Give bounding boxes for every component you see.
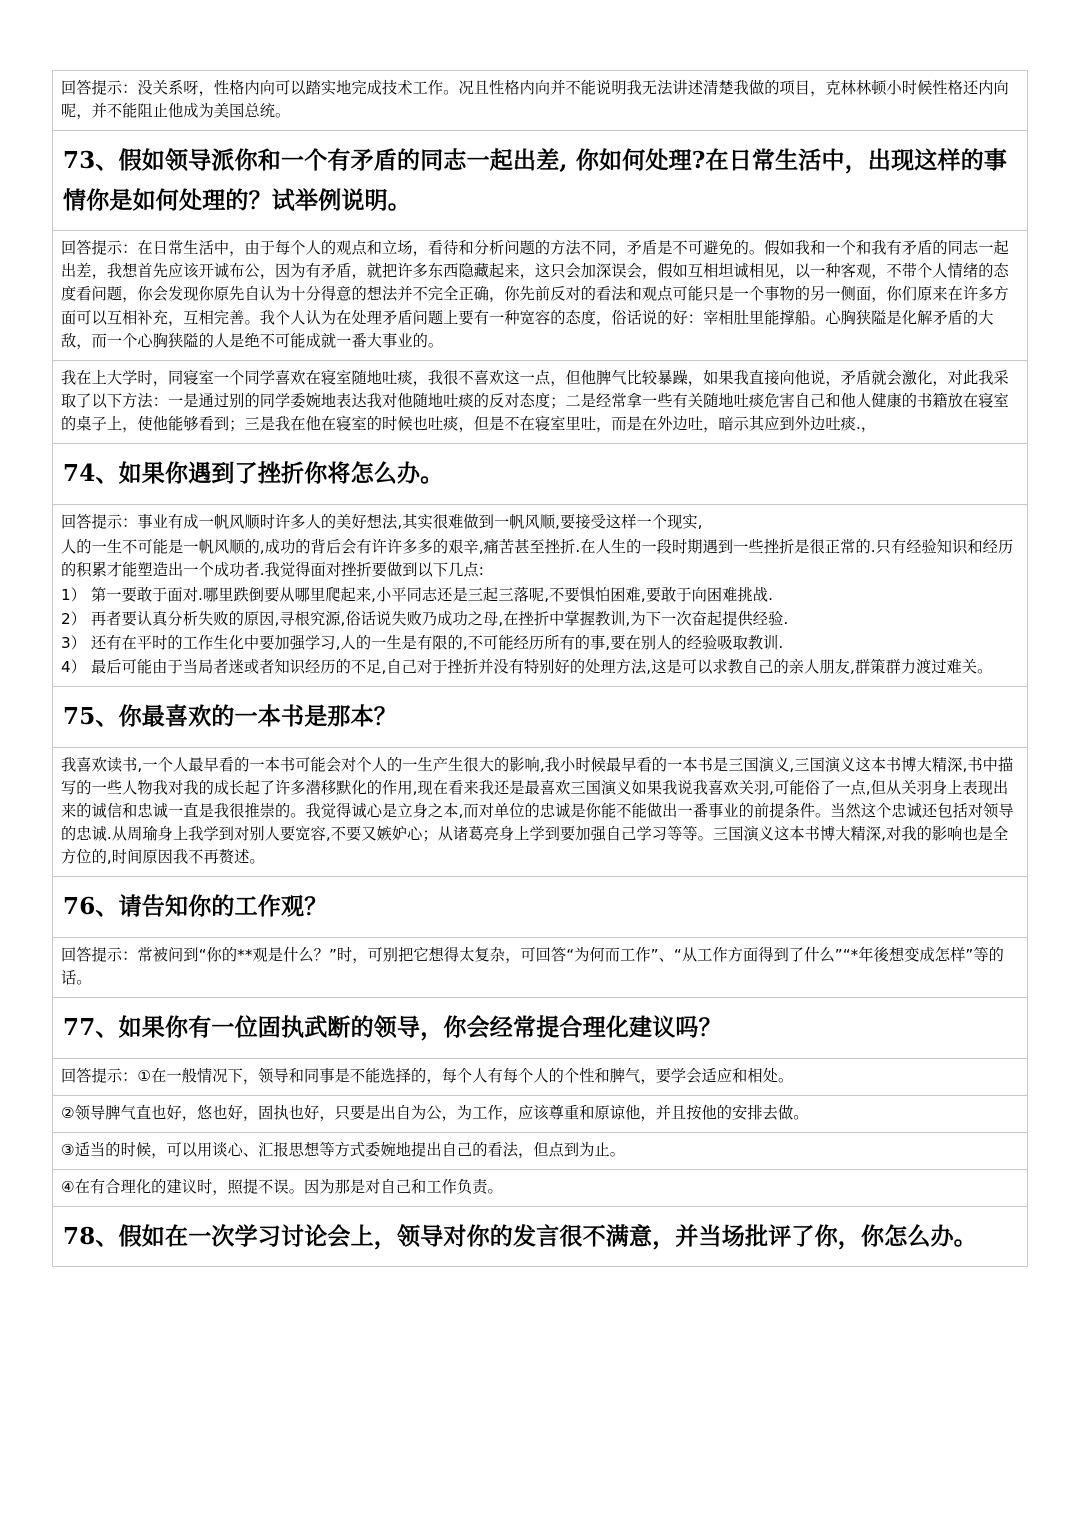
list-item-number: 2）: [61, 609, 87, 628]
paragraph: 回答提示：没关系呀，性格内向可以踏实地完成技术工作。况且性格内向并不能说明我无法讲述清楚我做的项目，克林林顿小时候性格还内向呢，并不能阻止他成为美国总统。: [61, 79, 1009, 121]
question-heading: 73、假如领导派你和一个有矛盾的同志一起出差, 你如何处理?在日常生活中，出现这样的事情你是如何处理的？试举例说明。: [63, 147, 1008, 214]
answer-body-row: [52, 1096, 1028, 1133]
list-item-number: 1）: [61, 585, 87, 604]
question-heading: 76、请告知你的工作观？: [63, 893, 328, 921]
answer-body-row: [52, 938, 1028, 998]
question-heading: 74、如果你遇到了挫折你将怎么办。: [63, 460, 444, 488]
question-heading-row: [52, 1207, 1028, 1268]
list-item: [61, 632, 1019, 655]
question-heading: 78、假如在一次学习讨论会上，领导对你的发言很不满意，并当场批评了你，你怎么办。: [63, 1222, 978, 1250]
question-heading-row: [52, 998, 1028, 1059]
paragraph: 回答提示：常被问到“你的**观是什么？”时，可别把它想得太复杂，可回答“为何而工作”、“从工作方面得到了什么”“*年後想变成怎样”等的话。: [61, 945, 1004, 987]
answer-body-row: [52, 1170, 1028, 1207]
list-item: [61, 656, 1019, 679]
answer-body-row: [52, 1133, 1028, 1170]
question-heading: 75、你最喜欢的一本书是那本？: [63, 703, 398, 731]
answer-body-row: [52, 505, 1028, 688]
paragraph: ③适当的时候，可以用谈心、汇报思想等方式委婉地提出自己的看法，但点到为止。: [61, 1140, 626, 1159]
paragraph: 回答提示：在日常生活中，由于每个人的观点和立场，看待和分析问题的方法不同，矛盾是不可避免的。假如我和一个和我有矛盾的同志一起出差，我想首先应该开诚布公，因为有矛盾，就把许多东西隐藏起来，这只会加深误会，假如互相坦诚相见，以一种客观，不带个人情绪的态度看问题，你会发现你原先自认为十分得意的想法并不完全正确，你先前反对的看法和观点可能只是一个事物的另一侧面，你们原来在许多方面可以互相补充，互相完善。我个人认为在处理矛盾问题上要有一种宽容的态度，俗话说的好：宰相肚里能撑船。心胸狭隘是化解矛盾的大敌，而一个心胸狭隘的人是绝不可能成就一番大事业的。: [61, 239, 1009, 350]
question-heading: 77、如果你有一位固执武断的领导，你会经常提合理化建议吗？: [63, 1013, 722, 1041]
paragraph: 回答提示：事业有成一帆风顺时许多人的美好想法,其实很难做到一帆风顺,要接受这样一个现实,: [61, 512, 703, 531]
question-heading-row: [52, 877, 1028, 938]
document-body: [52, 70, 1028, 1267]
paragraph: 我喜欢读书,一个人最早看的一本书可能会对个人的一生产生很大的影响,我小时候最早看的一本书是三国演义,三国演义这本书博大精深,书中描写的一些人物我对我的成长起了许多潜移默化的作用,现在看来我还是最喜欢三国演义如果我说我喜欢关羽,可能俗了一点,但从关羽身上表现出来的诚信和忠诚一直是我很推崇的。我觉得诚心是立身之本,而对单位的忠诚是你能不能做出一番事业的前提条件。当然这个忠诚还包括对领导的忠诚.从周瑜身上我学到对别人要宽容,不要又嫉妒心；从诸葛亮身上学到要加强自己学习等等。三国演义这本书博大精深,对我的影响也是全方位的,时间原因我不再赘述。: [61, 755, 1014, 867]
list-item-text: 还有在平时的工作生化中要加强学习,人的一生是有限的,不可能经历所有的事,要在别人的经验吸取教训.: [91, 634, 784, 653]
list-item-number: 4）: [61, 658, 87, 677]
paragraph: ②领导脾气直也好，悠也好，固执也好，只要是出自为公，为工作，应该尊重和原谅他，并且按他的安排去做。: [61, 1103, 809, 1122]
answer-body-row: [52, 361, 1028, 444]
list-item-number: 3）: [61, 634, 87, 653]
answer-body-row: [52, 1059, 1028, 1096]
question-heading-row: [52, 131, 1028, 231]
paragraph: 回答提示：①在一般情况下，领导和同事是不能选择的，每个人有每个人的个性和脾气，要学会适应和相处。: [61, 1066, 794, 1085]
list-item-text: 第一要敢于面对.哪里跌倒要从哪里爬起来,小平同志还是三起三落呢,不要惧怕困难,要敢于向困难挑战.: [91, 585, 774, 604]
paragraph: ④在有合理化的建议时，照提不误。因为那是对自己和工作负责。: [61, 1177, 503, 1196]
numbered-list: [61, 584, 1019, 679]
list-item: [61, 584, 1019, 607]
question-heading-row: [52, 687, 1028, 748]
list-item-text: 再者要认真分析失败的原因,寻根究源,俗话说失败乃成功之母,在挫折中掌握教训,为下一次奋起提供经验.: [91, 609, 789, 628]
list-item-text: 最后可能由于当局者迷或者知识经历的不足,自己对于挫折并没有特别好的处理方法,这是可以求教自己的亲人朋友,群策群力渡过难关。: [91, 658, 993, 677]
answer-body-row: [52, 748, 1028, 877]
list-item: [61, 608, 1019, 631]
paragraph: 人的一生不可能是一帆风顺的,成功的背后会有许许多多的艰辛,痛苦甚至挫折.在人生的一段时期遇到一些挫折是很正常的.只有经验知识和经历的积累才能塑造出一个成功者.我觉得面对挫折要做到以下几点:: [61, 537, 1014, 579]
question-heading-row: [52, 444, 1028, 505]
paragraph: 我在上大学时，同寝室一个同学喜欢在寝室随地吐痰，我很不喜欢这一点，但他脾气比较暴躁，如果我直接向他说，矛盾就会激化，对此我采取了以下方法：一是通过别的同学委婉地表达我对他随地吐痰的反对态度；二是经常拿一些有关随地吐痰危害自己和他人健康的书籍放在寝室的桌子上，使他能够看到；三是我在他在寝室的时候也吐痰，但是不在寝室里吐，而是在外边吐，暗示其应到外边吐痰.，: [61, 368, 1009, 433]
answer-body-row: [52, 71, 1028, 131]
answer-body-row: [52, 231, 1028, 360]
